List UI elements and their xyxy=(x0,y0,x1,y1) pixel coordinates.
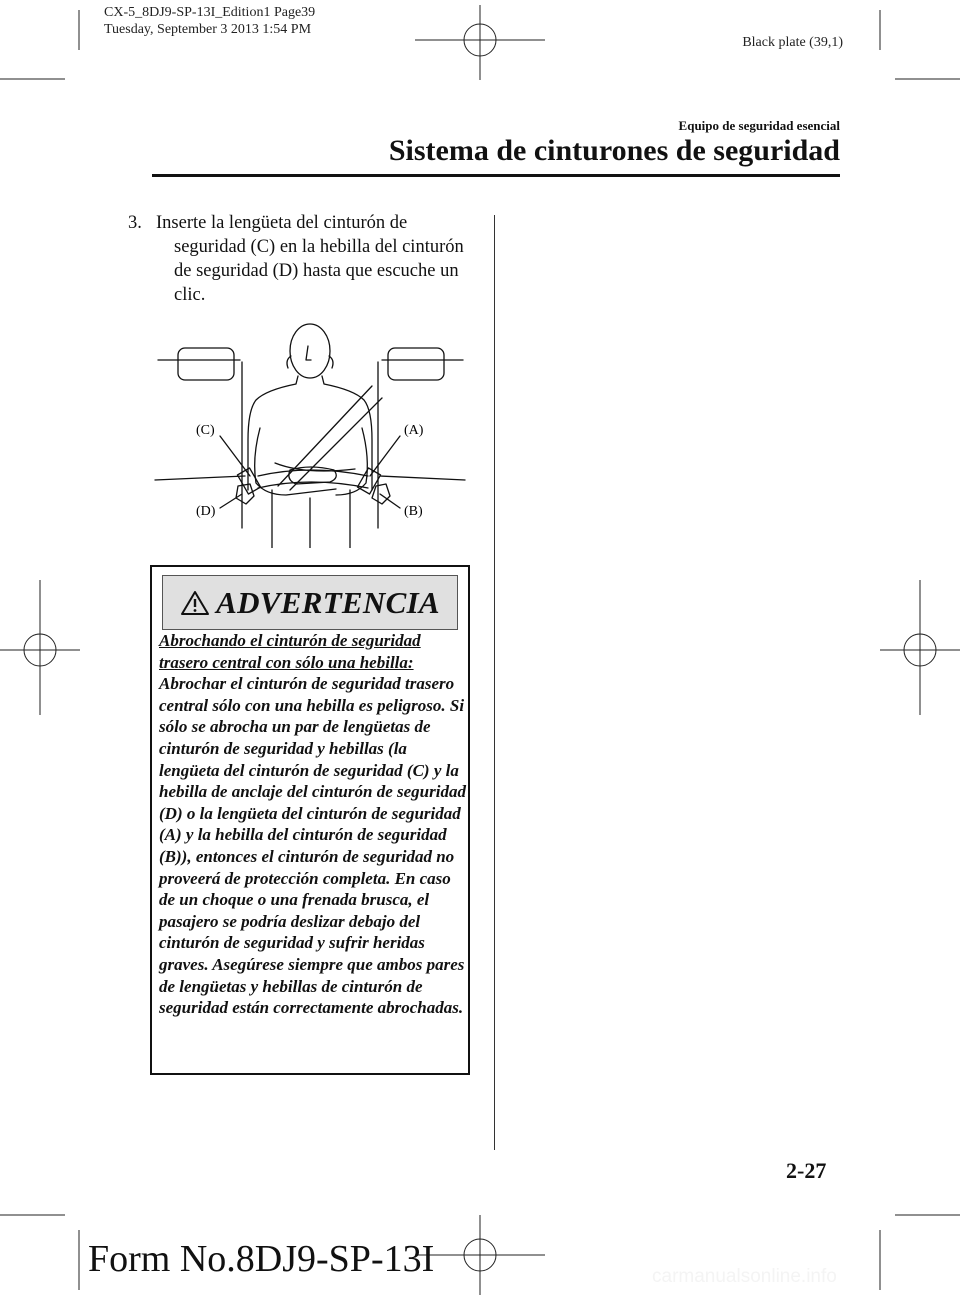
warning-body: Abrochar el cinturón de seguridad trasero central sólo con una hebilla es peligroso. Si sólo se abrocha un par de lengüetas de cinturón de seguridad y hebillas (la lengüeta del cinturón de seguridad (C) y la hebilla de anclaje del cinturón de seguridad (D) o la lengüeta del cinturón de seguridad (A) y la hebilla del cinturón de seguridad (B)), entonces el cinturón de seguridad no proveerá de protección completa. En caso de un choque o una frenada brusca, el pasajero se podría deslizar debajo del cinturón de seguridad y sufrir heridas graves. Asegúrese siempre que ambos pares de lengüetas y hebillas de cinturón de seguridad están correctamente abrochadas. xyxy=(159,674,466,1018)
watermark: carmanualsonline.info xyxy=(652,1266,837,1287)
seatbelt-illustration xyxy=(150,318,470,548)
section-label: Equipo de seguridad esencial xyxy=(678,118,840,133)
warning-subheading: Abrochando el cinturón de seguridad trasero central con sólo una hebilla: xyxy=(159,631,421,672)
label-b: (B) xyxy=(404,504,423,519)
warning-text xyxy=(159,630,471,1019)
column-divider xyxy=(494,215,495,1150)
label-d: (D) xyxy=(196,504,216,519)
step-number: 3. xyxy=(128,213,142,233)
print-meta-line1: CX-5_8DJ9-SP-13I_Edition1 Page39 xyxy=(104,5,316,20)
warning-title: ADVERTENCIA xyxy=(216,584,440,620)
warning-triangle-icon xyxy=(180,590,210,616)
step-3 xyxy=(128,211,473,305)
label-c: (C) xyxy=(196,423,215,438)
print-meta xyxy=(104,4,315,38)
seatbelt-figure xyxy=(150,318,470,548)
page-title: Sistema de cinturones de seguridad xyxy=(388,134,840,167)
print-meta-line2: Tuesday, September 3 2013 1:54 PM xyxy=(104,22,312,37)
warning-header xyxy=(162,575,458,630)
page-number: 2-27 xyxy=(786,1158,827,1183)
label-a: (A) xyxy=(404,423,424,438)
warning-box xyxy=(150,565,470,1075)
form-number: Form No.8DJ9-SP-13I xyxy=(88,1238,435,1280)
header-rule xyxy=(152,174,840,177)
step-text: Inserte la lengüeta del cinturón de seguridad (C) en la hebilla del cinturón de seguridad (D) hasta que escuche un clic. xyxy=(156,213,464,305)
black-plate: Black plate (39,1) xyxy=(742,35,843,50)
